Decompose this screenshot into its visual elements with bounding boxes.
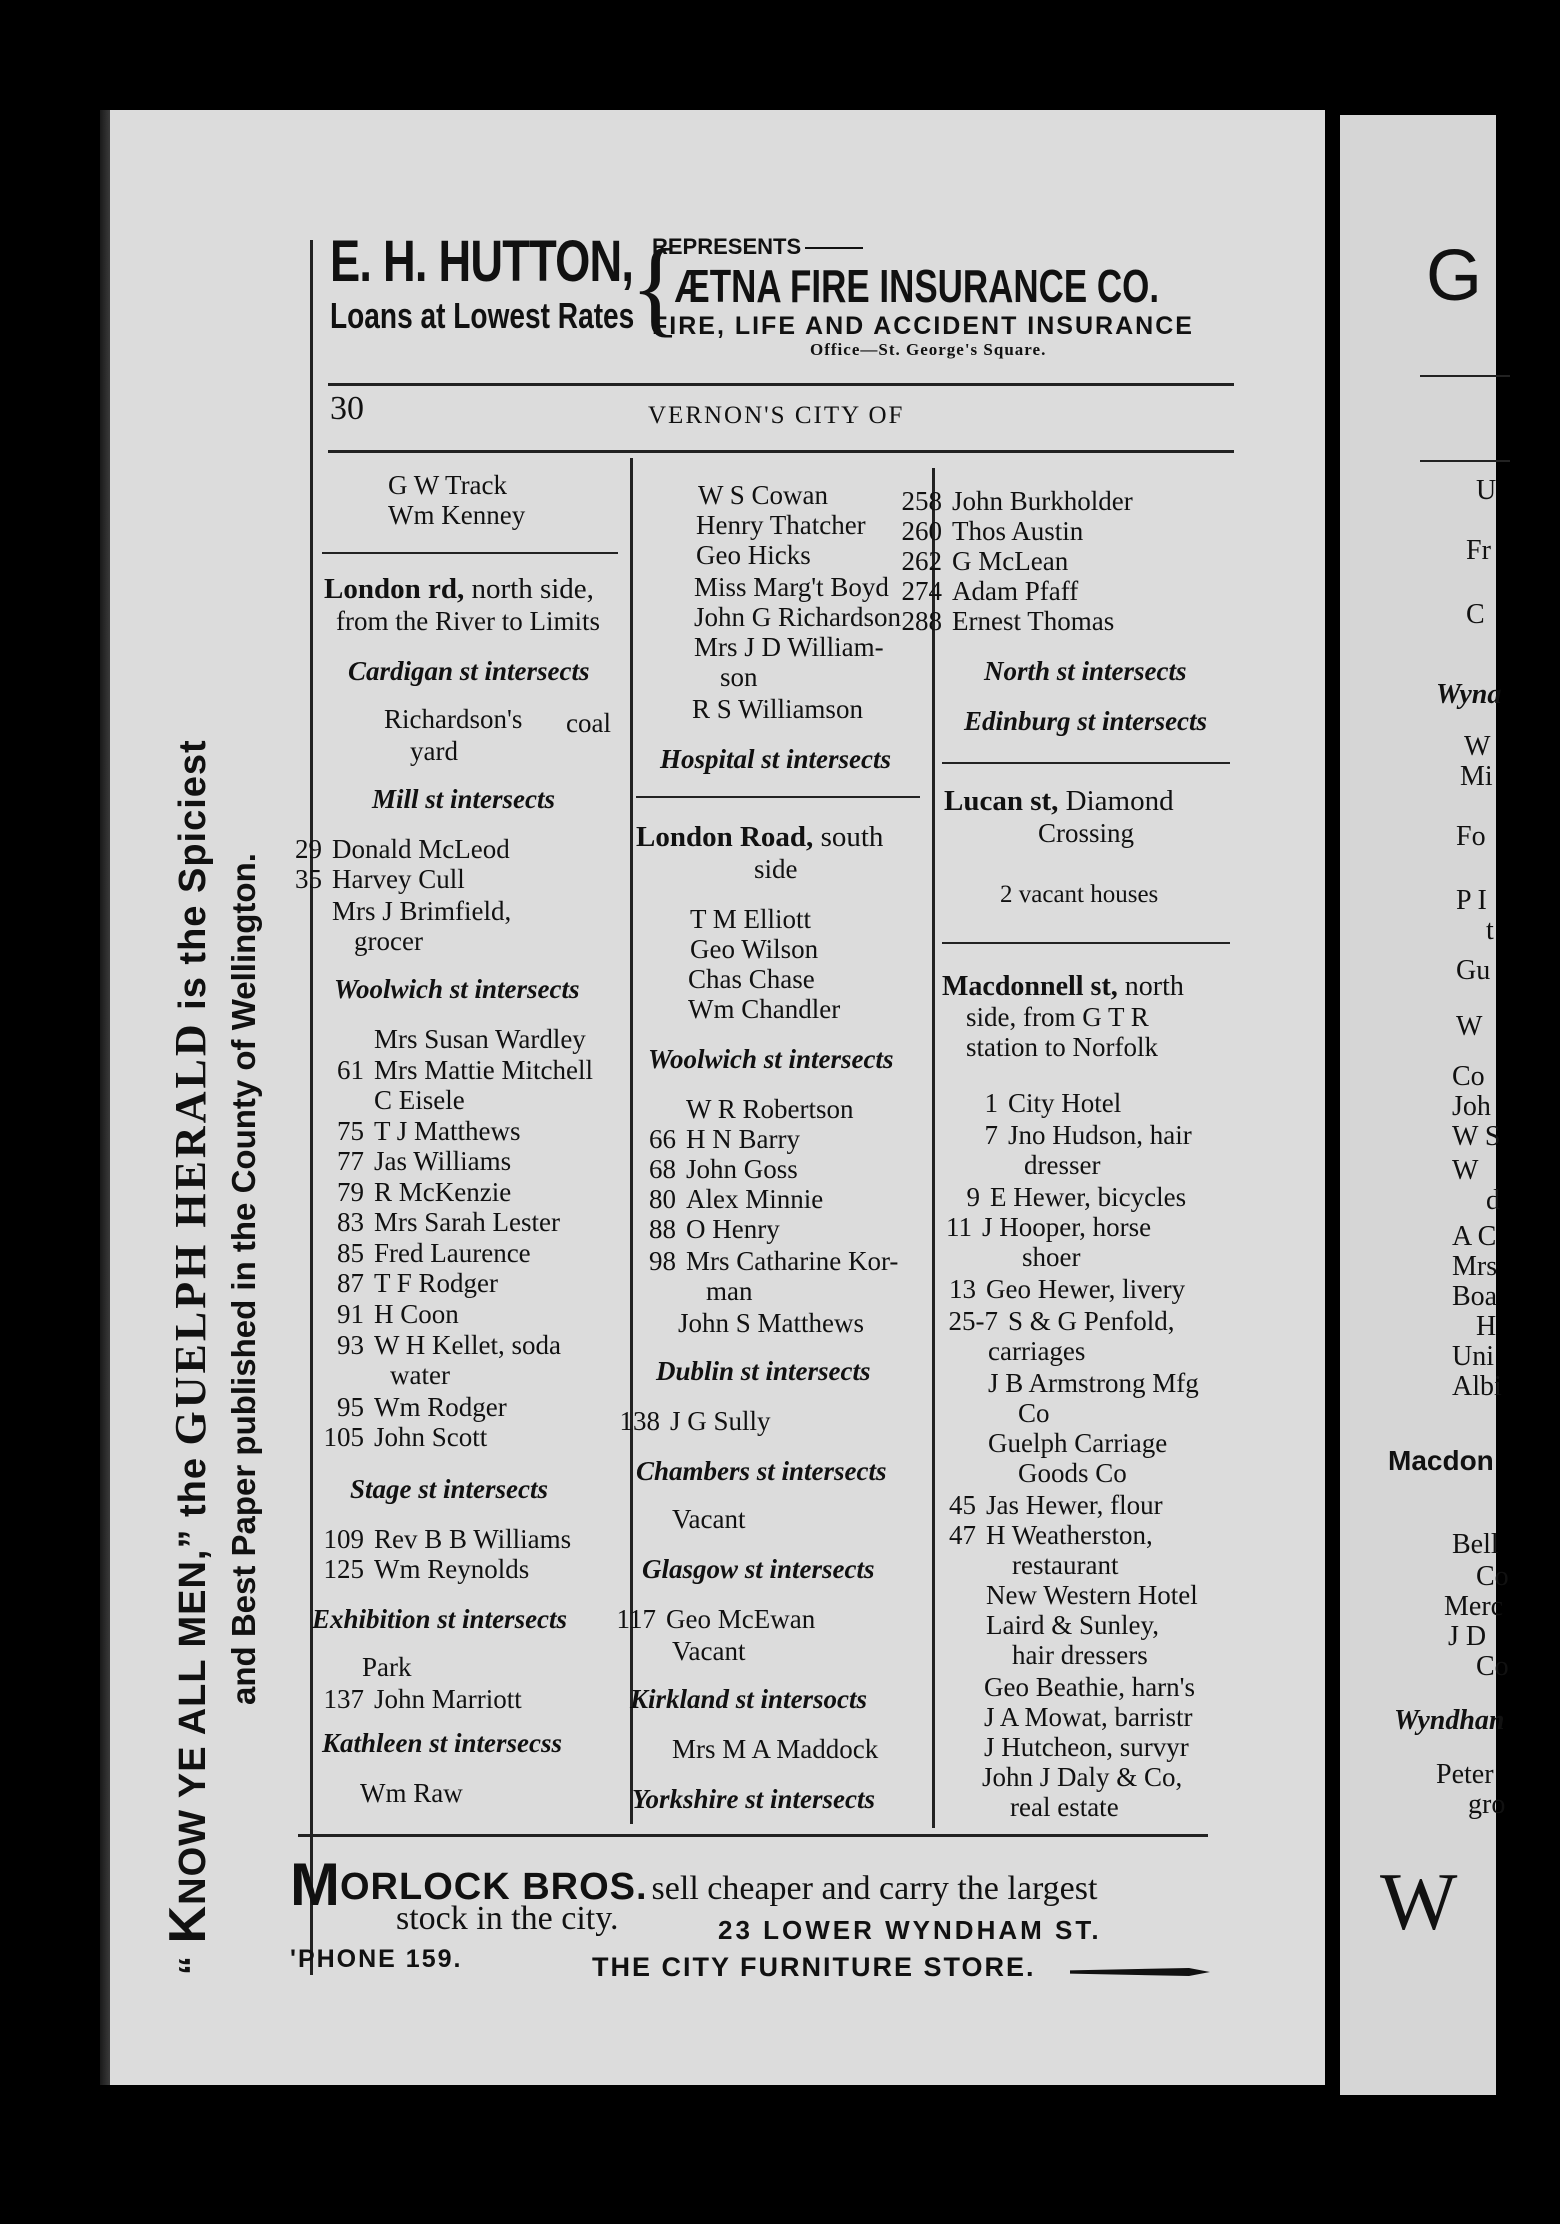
facing-page-fragment bbox=[1340, 115, 1509, 2095]
facing-text: H bbox=[1476, 1311, 1497, 1342]
section-rule bbox=[942, 942, 1230, 944]
column-divider-2 bbox=[932, 468, 935, 1828]
cross-street: Kirkland st intersocts bbox=[630, 1684, 868, 1714]
cross-street: Edinburg st intersects bbox=[964, 706, 1208, 736]
morlock-phone: 'PHONE 159. bbox=[290, 1945, 463, 1973]
entry: 125 Wm Reynolds bbox=[323, 1554, 530, 1584]
facing-text: Uni bbox=[1452, 1341, 1494, 1372]
entry: Laird & Sunley, bbox=[986, 1610, 1159, 1640]
entry: Mrs M A Maddock bbox=[672, 1734, 879, 1764]
entry: C Eisele bbox=[374, 1085, 465, 1115]
facing-text: Macdon bbox=[1388, 1445, 1494, 1476]
entry: 138 J G Sully bbox=[619, 1406, 771, 1436]
vertical-ad-line-1 bbox=[160, 225, 221, 1975]
cross-street: Exhibition st intersects bbox=[312, 1604, 568, 1634]
entry: restaurant bbox=[1012, 1550, 1119, 1580]
entry: 105 John Scott bbox=[323, 1422, 488, 1452]
morlock-name: ORLOCK BROS. bbox=[339, 1866, 648, 1908]
brace-glyph: { bbox=[630, 228, 682, 347]
street-heading: Lucan st, Diamond bbox=[944, 785, 1174, 817]
cross-street: Stage st intersects bbox=[350, 1474, 549, 1504]
entry-name: Wm Kenney bbox=[388, 500, 526, 530]
facing-text: gro bbox=[1468, 1789, 1506, 1820]
entry-name: coal bbox=[566, 708, 611, 738]
entry: 95 Wm Rodger bbox=[337, 1392, 507, 1422]
facing-text: Co bbox=[1452, 1061, 1485, 1092]
facing-text: G bbox=[1426, 236, 1483, 316]
entry: 83 Mrs Sarah Lester bbox=[337, 1207, 560, 1237]
street-heading-side: side bbox=[754, 854, 798, 884]
entry: Geo Hicks bbox=[696, 540, 811, 570]
facing-text: W bbox=[1452, 1155, 1479, 1186]
cross-street: Mill st intersects bbox=[372, 784, 556, 814]
entry: John G Richardson bbox=[694, 602, 901, 632]
quote-mark: “ bbox=[172, 1955, 214, 1975]
entry: 262 G McLean bbox=[901, 546, 1069, 576]
facing-text: Merc bbox=[1444, 1591, 1504, 1622]
entry: John S Matthews bbox=[678, 1308, 865, 1338]
header-rule bbox=[328, 383, 1234, 386]
entry: 1 City Hotel bbox=[984, 1088, 1122, 1118]
cross-street: North st intersects bbox=[984, 656, 1187, 686]
entry: T M Elliott bbox=[690, 904, 812, 934]
entry: 80 Alex Minnie bbox=[649, 1184, 824, 1214]
street-heading: London rd, north side, bbox=[324, 573, 594, 605]
morlock-slogan: sell cheaper and carry the largest bbox=[651, 1870, 1098, 1907]
facing-text: W bbox=[1456, 1011, 1483, 1042]
entry: Mrs Susan Wardley bbox=[374, 1024, 586, 1054]
entry-name: Richardson's bbox=[384, 704, 523, 734]
entry: grocer bbox=[354, 926, 423, 956]
entry: son bbox=[720, 662, 758, 692]
section-rule bbox=[636, 796, 920, 798]
entry: 35 Harvey Cull bbox=[295, 864, 465, 894]
ad-text-a: NOW YE ALL MEN,” the bbox=[172, 1457, 214, 1905]
entry: Chas Chase bbox=[688, 964, 815, 994]
facing-text: Mi bbox=[1460, 761, 1493, 792]
entry: Miss Marg't Boyd bbox=[694, 572, 889, 602]
entry: 93 W H Kellet, soda bbox=[337, 1330, 561, 1360]
facing-text: Co bbox=[1476, 1561, 1509, 1592]
entry: dresser bbox=[1024, 1150, 1101, 1180]
entry: John J Daly & Co, bbox=[982, 1762, 1183, 1792]
facing-text: Bell bbox=[1452, 1529, 1499, 1560]
entry: W R Robertson bbox=[686, 1094, 854, 1124]
facing-rule bbox=[1420, 375, 1510, 377]
entry: 87 T F Rodger bbox=[337, 1268, 499, 1298]
facing-text: Co bbox=[1476, 1651, 1509, 1682]
represents-label: REPRESENTS bbox=[652, 234, 1252, 260]
aetna-ad bbox=[652, 234, 1252, 360]
entry: shoer bbox=[1022, 1242, 1081, 1272]
facing-text: J D bbox=[1448, 1621, 1487, 1652]
entry: 7 Jno Hudson, hair bbox=[984, 1120, 1192, 1150]
entry: 47 H Weatherston, bbox=[949, 1520, 1153, 1550]
entry: Mrs J D William- bbox=[694, 632, 884, 662]
entry: 77 Jas Williams bbox=[337, 1146, 512, 1176]
entry: 137 John Marriott bbox=[323, 1684, 522, 1714]
cross-street: Glasgow st intersects bbox=[642, 1554, 875, 1584]
entry: 11 J Hooper, horse bbox=[946, 1212, 1152, 1242]
morlock-address: 23 LOWER WYNDHAM ST. bbox=[718, 1915, 1102, 1945]
street-extent: from the River to Limits bbox=[336, 606, 600, 636]
morlock-slogan-2: stock in the city. bbox=[396, 1900, 619, 1937]
entry: 288 Ernest Thomas bbox=[901, 606, 1115, 636]
entry-name: G W Track bbox=[388, 470, 508, 500]
facing-text: Albi bbox=[1452, 1371, 1502, 1402]
cross-street: Cardigan st intersects bbox=[348, 656, 590, 686]
entry: real estate bbox=[1010, 1792, 1119, 1822]
entry: Co bbox=[1018, 1398, 1050, 1428]
entry: 2 vacant houses bbox=[1000, 881, 1159, 908]
facing-text: d bbox=[1486, 1185, 1500, 1216]
street-heading: London Road, south bbox=[636, 821, 884, 853]
header-advertisement bbox=[330, 230, 1250, 370]
vertical-ad-line-2: and Best Paper published in the County of Wellington. bbox=[225, 853, 262, 1705]
entry: Geo Beathie, harn's bbox=[984, 1672, 1196, 1702]
cross-street: Yorkshire st intersects bbox=[632, 1784, 876, 1814]
facing-text: W S bbox=[1452, 1121, 1501, 1152]
drop-letter: K bbox=[159, 1904, 217, 1944]
facing-text: P I bbox=[1456, 885, 1487, 916]
facing-text: Fr bbox=[1466, 535, 1491, 566]
entry: 91 H Coon bbox=[337, 1299, 459, 1329]
facing-text: Fo bbox=[1456, 821, 1486, 852]
cross-street: Woolwich st intersects bbox=[648, 1044, 894, 1074]
entry-name: yard bbox=[410, 736, 458, 766]
facing-text: Mrs bbox=[1452, 1251, 1498, 1282]
entry: Geo Wilson bbox=[690, 934, 819, 964]
entry: Park bbox=[362, 1652, 412, 1682]
entry: J B Armstrong Mfg bbox=[988, 1368, 1199, 1398]
entry: R S Williamson bbox=[692, 694, 863, 724]
company-name: ÆTNA FIRE INSURANCE CO. bbox=[674, 260, 1160, 312]
facing-text: Wyna bbox=[1436, 679, 1502, 710]
footer-advertisement bbox=[290, 1840, 1250, 2000]
entry: carriages bbox=[988, 1336, 1086, 1366]
entry: New Western Hotel bbox=[986, 1580, 1198, 1610]
entry: W S Cowan bbox=[698, 480, 829, 510]
entry: J A Mowat, barristr bbox=[984, 1702, 1193, 1732]
entry: 13 Geo Hewer, livery bbox=[949, 1274, 1186, 1304]
street-heading: Macdonnell st, north bbox=[942, 971, 1184, 1002]
cross-street: Chambers st intersects bbox=[636, 1456, 887, 1486]
underline-flourish bbox=[1070, 1968, 1210, 1976]
entry: 117 Geo McEwan bbox=[616, 1604, 816, 1634]
entry: Guelph Carriage bbox=[988, 1428, 1168, 1458]
store-name: THE CITY FURNITURE STORE. bbox=[592, 1952, 1036, 1982]
entry: 9 E Hewer, bicycles bbox=[966, 1182, 1187, 1212]
drop-letter: M bbox=[290, 1851, 340, 1918]
entry: 258 John Burkholder bbox=[901, 486, 1133, 516]
entry: 260 Thos Austin bbox=[901, 516, 1084, 546]
page-frame-left bbox=[310, 240, 313, 1975]
advertiser-tagline: Loans at Lowest Rates bbox=[330, 295, 635, 336]
office-address: Office—St. George's Square. bbox=[810, 340, 1047, 359]
facing-text: W bbox=[1380, 1856, 1458, 1947]
facing-rule bbox=[1420, 460, 1510, 462]
cross-street: Kathleen st intersecss bbox=[322, 1728, 563, 1758]
cross-street: Dublin st intersects bbox=[656, 1356, 871, 1386]
entry: Mrs J Brimfield, bbox=[332, 896, 512, 926]
street-heading-detail: station to Norfolk bbox=[966, 1032, 1158, 1062]
entry: 75 T J Matthews bbox=[337, 1116, 521, 1146]
entry: man bbox=[706, 1276, 753, 1306]
entry: 85 Fred Laurence bbox=[337, 1238, 531, 1268]
street-heading-detail: Crossing bbox=[1038, 818, 1135, 848]
page-number: 30 bbox=[330, 390, 364, 427]
entry: 109 Rev B B Williams bbox=[323, 1524, 572, 1554]
entry: 68 John Goss bbox=[649, 1154, 798, 1184]
ad-text-c: is the Spiciest bbox=[172, 739, 214, 1010]
street-heading-detail: side, from G T R bbox=[966, 1002, 1149, 1032]
facing-text: Gu bbox=[1456, 955, 1491, 986]
cross-street: Woolwich st intersects bbox=[334, 974, 580, 1004]
entry: Vacant bbox=[672, 1636, 746, 1666]
entry: J Hutcheon, survyr bbox=[984, 1732, 1189, 1762]
facing-text: W bbox=[1464, 731, 1491, 762]
facing-text: Joh bbox=[1452, 1091, 1491, 1122]
entry: 98 Mrs Catharine Kor- bbox=[649, 1246, 899, 1276]
advertiser-name: E. H. HUTTON, bbox=[330, 229, 634, 294]
insurance-lines: FIRE, LIFE AND ACCIDENT INSURANCE bbox=[652, 312, 1194, 340]
facing-text: t bbox=[1486, 915, 1494, 946]
running-head-rule bbox=[328, 450, 1234, 453]
entry: Henry Thatcher bbox=[696, 510, 866, 540]
entry: 25-7 S & G Penfold, bbox=[948, 1306, 1175, 1336]
entry: Vacant bbox=[672, 1504, 746, 1534]
facing-text: Boa bbox=[1452, 1281, 1498, 1312]
section-rule bbox=[942, 762, 1230, 764]
entry: Goods Co bbox=[1018, 1458, 1127, 1488]
entry: water bbox=[390, 1360, 450, 1390]
entry: hair dressers bbox=[1012, 1640, 1148, 1670]
entry: 88 O Henry bbox=[649, 1214, 780, 1244]
section-rule bbox=[322, 552, 618, 554]
herald-name: GUELPH HERALD bbox=[166, 1021, 215, 1446]
running-head: VERNON'S CITY OF bbox=[648, 402, 905, 429]
facing-text: C bbox=[1466, 599, 1485, 630]
entry: 66 H N Barry bbox=[649, 1124, 800, 1154]
cross-street: Hospital st intersects bbox=[660, 744, 892, 774]
entry: 45 Jas Hewer, flour bbox=[949, 1490, 1163, 1520]
entry: 29 Donald McLeod bbox=[295, 834, 510, 864]
entry: Wm Chandler bbox=[688, 994, 841, 1024]
facing-text: A C bbox=[1452, 1221, 1497, 1252]
facing-text: Peter bbox=[1436, 1759, 1494, 1790]
facing-text: U bbox=[1476, 475, 1497, 506]
entry: 79 R McKenzie bbox=[337, 1177, 512, 1207]
vertical-advertisement bbox=[160, 225, 280, 1975]
footer-rule bbox=[298, 1834, 1208, 1837]
facing-text: Wyndhan bbox=[1394, 1705, 1505, 1736]
entry: 274 Adam Pfaff bbox=[901, 576, 1079, 606]
entry: Wm Raw bbox=[360, 1778, 463, 1808]
entry: 61 Mrs Mattie Mitchell bbox=[337, 1055, 593, 1085]
